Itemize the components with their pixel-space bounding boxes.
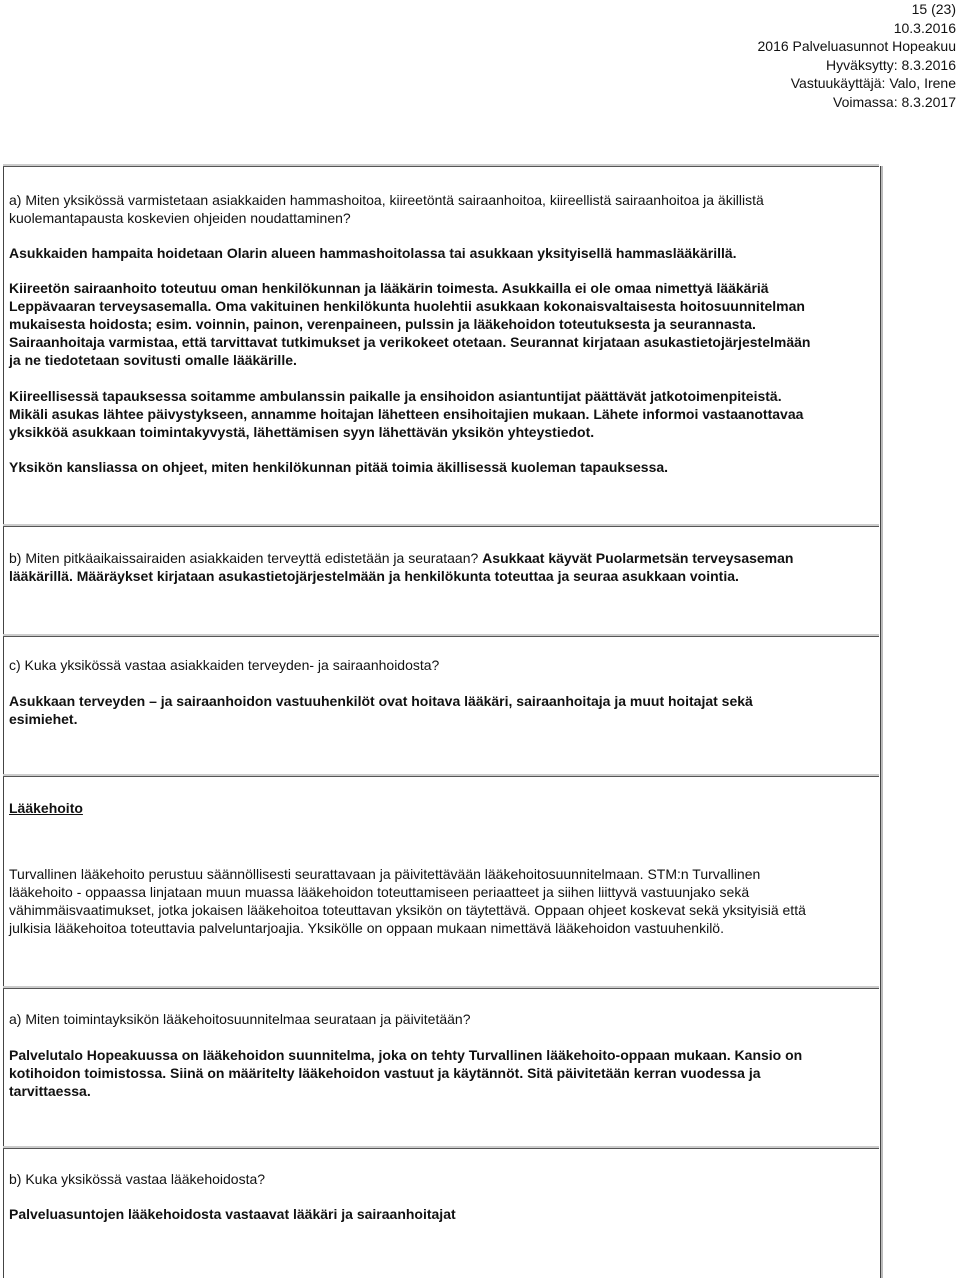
answer-line: mukaisesta hoidosta; esim. voinnin, painon, verenpaineen, pulssin ja lääkehoidon toteutuksesta ja seurannasta. [9,316,756,332]
answer-line: Kiireellisessä tapauksessa soitamme ambulanssin paikalle ja ensihoidon asiantuntijat päättävät jatkotoimenpiteistä. [9,388,782,404]
section-health-care [3,166,879,527]
answer-line: Leppävaaran terveysasemalla. Oma vakituinen henkilökunta huolehtii asukkaan kokonaisvaltaisesta hoitosuunnitelman [9,298,805,314]
answer-line: yksikköä asukkaan toimintakyvystä, lähettämisen syyn lähettävän yksikön yhteystiedot. [9,424,595,440]
document-title: 2016 Palveluasunnot Hopeakuu [757,38,956,55]
question-line [9,549,793,567]
section-heading: Lääkehoito [9,800,83,816]
answer-line: Sairaanhoitaja varmistaa, että tarvittavat tutkimukset ja verikokeet otetaan. Seurannat kirjataan asukastietojärjestelmään [9,334,811,350]
question-line: c) Kuka yksikössä vastaa asiakkaiden terveyden- ja sairaanhoidosta? [9,657,440,673]
answer-line: Palveluasuntojen lääkehoidosta vastaavat lääkäri ja sairaanhoitajat [9,1206,456,1222]
document-date: 10.3.2016 [893,19,956,36]
question-text: b) Miten pitkäaikaissairaiden asiakkaiden terveyttä edistetään ja seurataan? [9,550,483,566]
answer-line: lääkärillä. Määräykset kirjataan asukastietojärjestelmään ja henkilökunta toteuttaa ja seuraa asukkaan vointia. [9,568,739,584]
question-line: b) Kuka yksikössä vastaa lääkehoidosta? [9,1171,266,1187]
valid-until: Voimassa: 8.3.2017 [833,93,956,110]
question-line: a) Miten yksikössä varmistetaan asiakkaiden hammashoitoa, kiireetöntä sairaanhoitoa, kiireellistä sairaanhoitoa ja äkillistä [9,192,764,208]
section-medication [3,776,879,989]
answer-line: Kiireetön sairaanhoito toteutuu oman henkilökunnan ja lääkärin toimesta. Asukkailla ei ole omaa nimettyä lääkäriä [9,280,769,296]
answer-line: Palvelutalo Hopeakuussa on lääkehoidon suunnitelma, joka on tehty Turvallinen lääkehoito-oppaan mukaan. Kansio on [9,1047,803,1063]
body-line: julkisia lääkehoitoa toteuttavia palveluntarjoajia. Yksikölle on oppaan mukaan nimettävä lääkehoidon vastuuhenkilö. [9,920,724,936]
section-medication-responsible [3,1148,879,1279]
answer-line: Yksikön kansliassa on ohjeet, miten henkilökunnan pitää toimia äkillisessä kuoleman tapauksessa. [9,459,669,475]
responsible-user: Vastuukäyttäjä: Valo, Irene [790,75,956,92]
approved-date: Hyväksytty: 8.3.2016 [826,56,956,73]
page-number: 15 (23) [911,1,956,17]
section-medication-plan [3,988,879,1149]
answer-line: esimiehet. [9,711,78,727]
body-line: lääkehoito - oppaassa linjataan muun muassa lääkehoidon toteuttamiseen periaatteet ja siihen liittyvä vastuunjako sekä [9,884,750,900]
body-line: vähimmäisvaatimukset, jotka jokaisen lääkehoitoa toteuttavan yksikön on täytettävä. Oppaan ohjeet koskevat sekä yksityisiä että [9,902,806,918]
answer-line: Mikäli asukas lähtee päivystykseen, annamme hoitajan lähetteen ensihoitajien mukaan. Lähete informoi vastaanottavaa [9,406,804,422]
page-header [758,0,957,112]
answer-line: kotihoidon toimistossa. Siinä on määritelty lääkehoidon vastuut ja käytännöt. Sitä päivitetään kerran vuodessa ja [9,1065,761,1081]
body-line: Turvallinen lääkehoito perustuu säännöllisesti seurattavaan ja päivitettävään lääkehoitosuunnitelmaan. STM:n Turvallinen [9,866,761,882]
answer-line: ja ne tiedotetaan sovitusti omalle lääkärille. [9,352,297,368]
answer-text: Asukkaat käyvät Puolarmetsän terveysaseman [482,550,794,566]
answer-line: Asukkaan terveyden – ja sairaanhoidon vastuuhenkilöt ovat hoitava lääkäri, sairaanhoitaja ja muut hoitajat sekä [9,693,753,709]
section-responsibility [3,636,879,777]
question-line: a) Miten toimintayksikön lääkehoitosuunnitelmaa seurataan ja päivitetään? [9,1011,471,1027]
answer-line: tarvittaessa. [9,1083,91,1099]
answer-line: Asukkaiden hampaita hoidetaan Olarin alueen hammashoitolassa tai asukkaan yksityisellä hammaslääkärillä. [9,245,737,261]
section-chronic-care [3,526,879,637]
question-line: kuolemantapausta koskevien ohjeiden noudattaminen? [9,210,351,226]
